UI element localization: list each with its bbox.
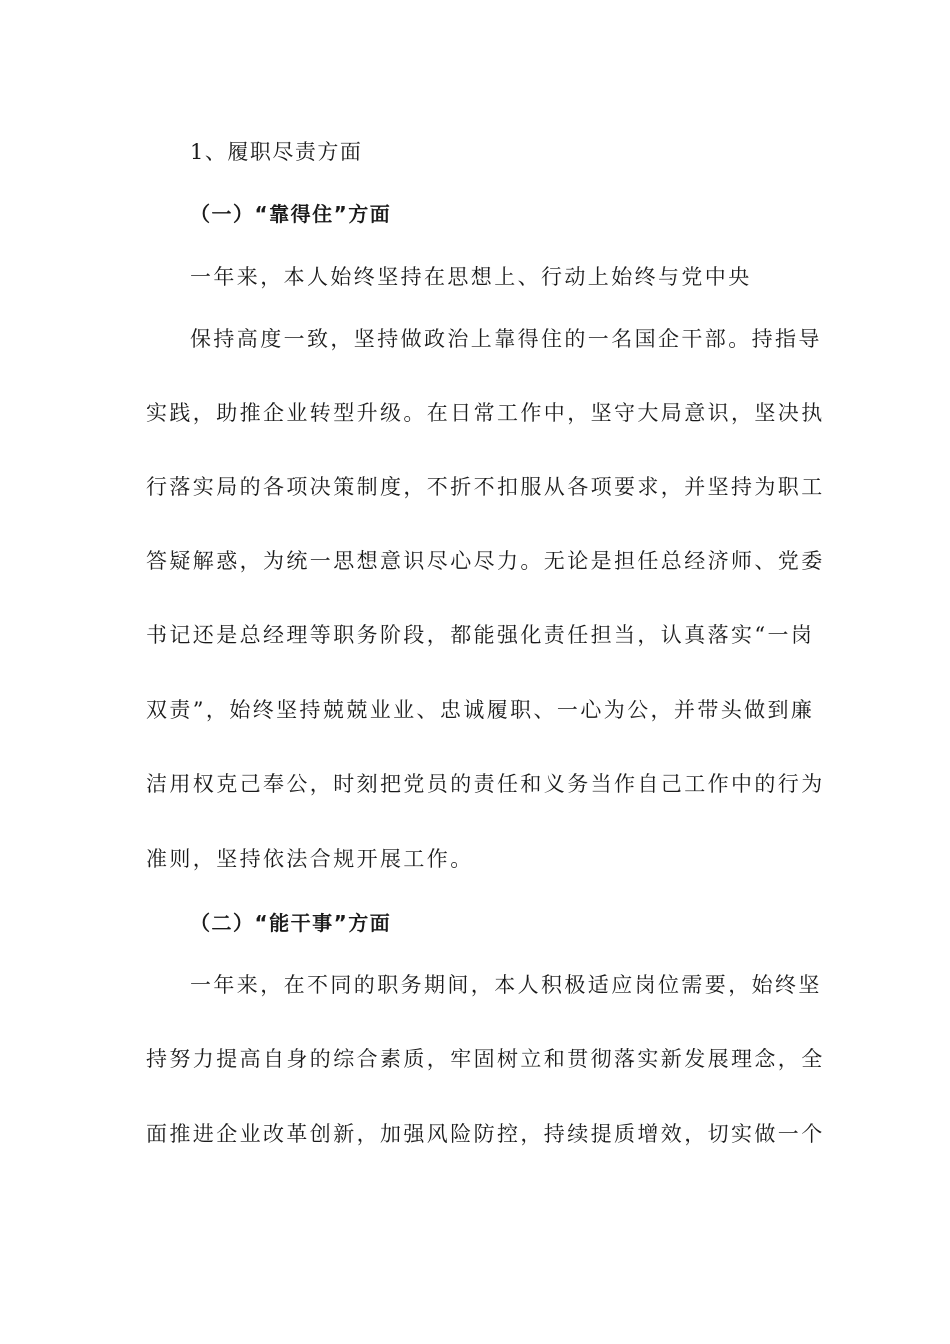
paragraph-line: 保持高度一致，坚持做政治上靠得住的一名国企干部。持指导: [190, 327, 822, 351]
paragraph-line: 持努力提高自身的综合素质，牢固树立和贯彻落实新发展理念，全: [146, 1047, 825, 1071]
paragraph-line: 实践，助推企业转型升级。在日常工作中，坚守大局意识，坚决执: [146, 401, 825, 425]
paragraph-line: 书记还是总经理等职务阶段，都能强化责任担当，认真落实“一岗: [146, 623, 815, 647]
paragraph-line: 行落实局的各项决策制度，不折不扣服从各项要求，并坚持为职工: [146, 475, 825, 499]
paragraph-line: 双责”，始终坚持兢兢业业、忠诚履职、一心为公，并带头做到廉: [146, 698, 815, 722]
subsection-title-capable: （二）“能干事”方面: [190, 911, 392, 935]
paragraph-line: 洁用权克己奉公，时刻把党员的责任和义务当作自己工作中的行为: [146, 772, 825, 796]
section-heading: 1、履职尽责方面: [190, 140, 363, 164]
paragraph-line: 准则，坚持依法合规开展工作。: [146, 847, 474, 871]
paragraph-line: 答疑解惑，为统一思想意识尽心尽力。无论是担任总经济师、党委: [146, 549, 825, 573]
paragraph-line: 面推进企业改革创新，加强风险防控，持续提质增效，切实做一个: [146, 1122, 825, 1146]
paragraph-line: 一年来，在不同的职务期间，本人积极适应岗位需要，始终坚: [190, 973, 822, 997]
paragraph-line: 一年来，本人始终坚持在思想上、行动上始终与党中央: [190, 265, 752, 289]
subsection-title-reliable: （一）“靠得住”方面: [190, 202, 392, 226]
